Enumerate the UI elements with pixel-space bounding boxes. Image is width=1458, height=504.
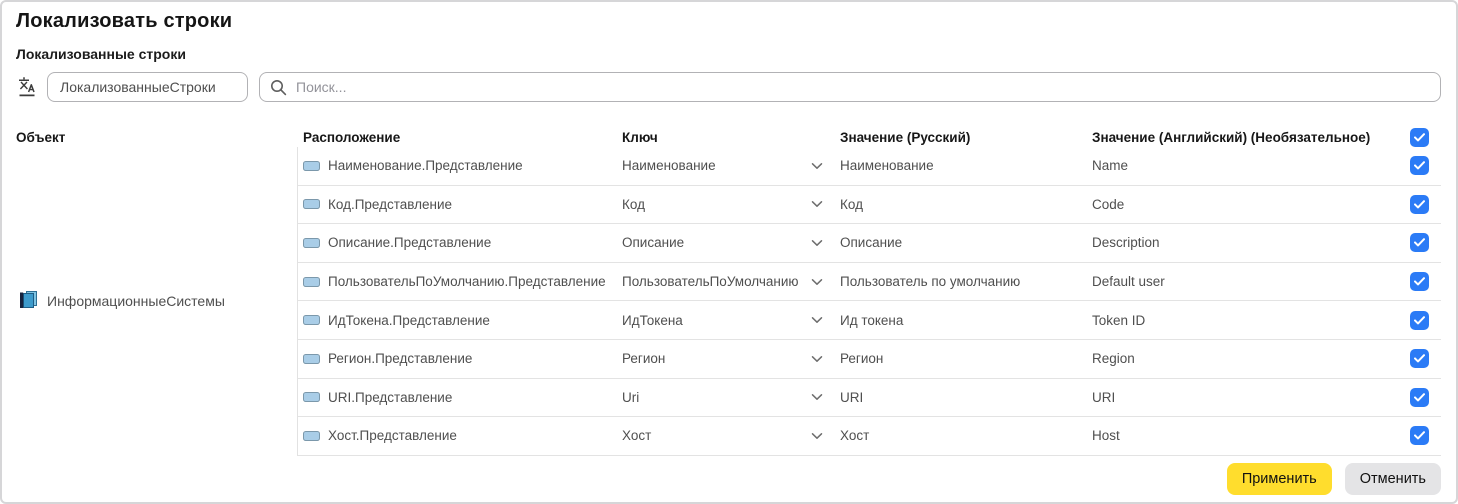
section-title: Локализованные строки xyxy=(16,46,186,62)
location-text: Регион.Представление xyxy=(328,351,473,367)
location-text: Описание.Представление xyxy=(328,235,492,251)
key-value: Uri xyxy=(622,389,640,405)
location-cell xyxy=(298,351,622,366)
row-checkbox[interactable] xyxy=(1410,233,1429,252)
value-en-text[interactable]: Default user xyxy=(1092,274,1165,290)
catalog-icon xyxy=(19,290,38,312)
key-dropdown[interactable] xyxy=(622,313,840,328)
location-text: Хост.Представление xyxy=(328,428,457,444)
object-column xyxy=(16,147,298,456)
value-en-text[interactable]: Token ID xyxy=(1092,312,1146,328)
attribute-icon xyxy=(303,431,320,441)
key-dropdown[interactable] xyxy=(622,351,840,366)
key-dropdown[interactable] xyxy=(622,158,840,173)
chevron-down-icon[interactable] xyxy=(811,200,823,208)
chevron-down-icon[interactable] xyxy=(811,432,823,440)
search-box[interactable] xyxy=(259,72,1441,102)
value-en-text[interactable]: Host xyxy=(1092,428,1120,444)
translate-icon xyxy=(16,75,38,99)
key-value: Регион xyxy=(622,351,666,367)
value-ru-text[interactable]: Пользователь по умолчанию xyxy=(840,274,1021,290)
location-cell xyxy=(298,197,622,212)
key-value: Описание xyxy=(622,235,685,251)
value-en-text[interactable]: URI xyxy=(1092,389,1116,405)
row-checkbox[interactable] xyxy=(1410,195,1429,214)
value-ru-text[interactable]: URI xyxy=(840,389,864,405)
key-dropdown[interactable] xyxy=(622,428,840,443)
key-value: ПользовательПоУмолчанию xyxy=(622,274,799,290)
location-cell xyxy=(298,158,622,173)
value-en-text[interactable]: Description xyxy=(1092,235,1160,251)
attribute-icon xyxy=(303,392,320,402)
value-en-text[interactable]: Code xyxy=(1092,196,1125,212)
select-all-checkbox[interactable] xyxy=(1410,128,1429,147)
value-ru-text[interactable]: Ид токена xyxy=(840,312,904,328)
location-cell xyxy=(298,313,622,328)
location-cell xyxy=(298,390,622,405)
table-row[interactable] xyxy=(298,186,1441,225)
location-text: Наименование.Представление xyxy=(328,158,523,174)
table-row[interactable] xyxy=(298,263,1441,302)
table-row[interactable] xyxy=(298,340,1441,379)
value-en-text[interactable]: Region xyxy=(1092,351,1135,367)
value-ru-text[interactable]: Регион xyxy=(840,351,884,367)
key-value: Хост xyxy=(622,428,652,444)
key-dropdown[interactable] xyxy=(622,197,840,212)
key-value: Наименование xyxy=(622,158,716,174)
location-text: ПользовательПоУмолчанию.Представление xyxy=(328,274,606,290)
chevron-down-icon[interactable] xyxy=(811,355,823,363)
attribute-icon xyxy=(303,354,320,364)
chevron-down-icon[interactable] xyxy=(811,239,823,247)
key-dropdown[interactable] xyxy=(622,274,840,289)
row-checkbox[interactable] xyxy=(1410,349,1429,368)
attribute-icon xyxy=(303,277,320,287)
chevron-down-icon[interactable] xyxy=(811,393,823,401)
object-label: ИнформационныеСистемы xyxy=(47,293,225,310)
value-ru-text[interactable]: Код xyxy=(840,196,863,212)
header-key: Ключ xyxy=(622,129,658,145)
object-item[interactable] xyxy=(16,290,225,312)
location-cell xyxy=(298,428,622,443)
key-dropdown[interactable] xyxy=(622,390,840,405)
location-cell xyxy=(298,274,622,289)
header-value-en: Значение (Английский) (Необязательное) xyxy=(1092,129,1371,145)
table-rows xyxy=(298,147,1441,456)
value-ru-text[interactable]: Наименование xyxy=(840,158,934,174)
location-text: URI.Представление xyxy=(328,389,453,405)
footer xyxy=(16,463,1441,495)
value-ru-text[interactable]: Описание xyxy=(840,235,903,251)
table-body xyxy=(16,147,1441,456)
table-row[interactable] xyxy=(298,224,1441,263)
table-row[interactable] xyxy=(298,379,1441,418)
attribute-icon xyxy=(303,238,320,248)
row-checkbox[interactable] xyxy=(1410,388,1429,407)
key-value: ИдТокена xyxy=(622,312,683,328)
key-value: Код xyxy=(622,196,645,212)
attribute-icon xyxy=(303,161,320,171)
row-checkbox[interactable] xyxy=(1410,156,1429,175)
value-en-text[interactable]: Name xyxy=(1092,158,1129,174)
row-checkbox[interactable] xyxy=(1410,311,1429,330)
header-object: Объект xyxy=(16,129,66,145)
chevron-down-icon[interactable] xyxy=(811,162,823,170)
chevron-down-icon[interactable] xyxy=(811,316,823,324)
header-value-ru: Значение (Русский) xyxy=(840,129,971,145)
table-header xyxy=(16,127,1441,147)
row-checkbox[interactable] xyxy=(1410,272,1429,291)
page-title: Локализовать строки xyxy=(16,10,233,32)
table-row[interactable] xyxy=(298,301,1441,340)
location-text: Код.Представление xyxy=(328,196,453,212)
apply-button[interactable]: Применить xyxy=(1227,463,1332,495)
location-cell xyxy=(298,235,622,250)
location-text: ИдТокена.Представление xyxy=(328,312,490,328)
row-checkbox[interactable] xyxy=(1410,426,1429,445)
search-icon xyxy=(270,79,287,96)
header-location: Расположение xyxy=(303,129,401,145)
search-input[interactable] xyxy=(296,79,1430,95)
chevron-down-icon[interactable] xyxy=(811,278,823,286)
value-ru-text[interactable]: Хост xyxy=(840,428,870,444)
table-row[interactable] xyxy=(298,147,1441,186)
cancel-button[interactable]: Отменить xyxy=(1345,463,1441,495)
attribute-icon xyxy=(303,199,320,209)
table-row[interactable] xyxy=(298,417,1441,456)
key-dropdown[interactable] xyxy=(622,235,840,250)
toolbar xyxy=(16,72,1441,102)
table-name-input[interactable] xyxy=(47,72,248,102)
attribute-icon xyxy=(303,315,320,325)
